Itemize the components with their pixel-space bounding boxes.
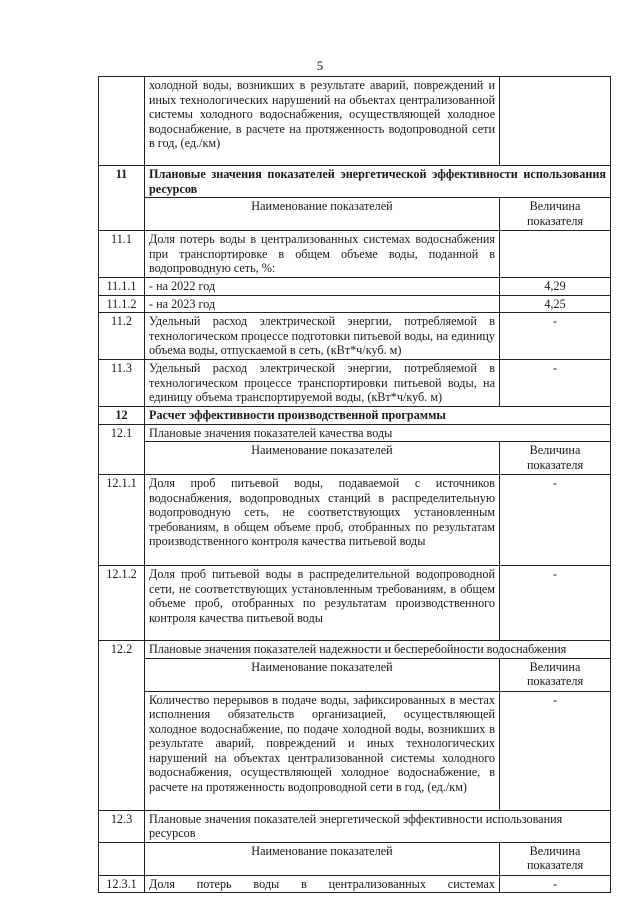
indicators-table: [98, 76, 611, 893]
row-number: 11.1: [99, 231, 145, 278]
header-name: Наименование показателей: [145, 442, 500, 475]
section-number: 12: [99, 407, 145, 425]
row-text: Доля проб питьевой воды, подаваемой с источников водоснабжения, водопроводных станций в распределительную водопроводную сеть, не соответствующих установленным требованиям, в общем объеме проб, отобранных по результатам производственного контроля качества питьевой воды: [145, 475, 500, 566]
section-12-row: [99, 407, 611, 425]
page-number: 5: [316, 58, 324, 73]
section-11-row: [99, 166, 611, 198]
row-value: -: [500, 691, 611, 810]
header-value: Величина показателя: [500, 198, 611, 231]
row-text: Удельный расход электрической энергии, потребляемой в технологическом процессе транспортировки питьевой воды, на единицу объема транспортируемой воды, (кВт*ч/куб. м): [145, 360, 500, 407]
table-row: [99, 231, 611, 278]
row-number: 11.1.1: [99, 278, 145, 296]
row-number: 11.1.2: [99, 295, 145, 313]
subsection-number: 12.1: [99, 424, 145, 475]
row-value: -: [500, 360, 611, 407]
header-name: Наименование показателей: [145, 658, 500, 691]
table-row: [99, 475, 611, 566]
row-value: -: [500, 566, 611, 641]
table-row: [99, 691, 611, 810]
header-value: Величина показателя: [500, 658, 611, 691]
row-text: Доля проб питьевой воды в распределительной водопроводной сети, не соответствующих установленным требованиям, в общем объеме проб, отобранных по результатам производственного контроля качества питьевой воды: [145, 566, 500, 641]
subsection-number: 12.3: [99, 810, 145, 842]
table-row: [99, 360, 611, 407]
section-number: 11: [99, 166, 145, 231]
table-row: [99, 313, 611, 360]
row-value: [500, 231, 611, 278]
subsection-title: Плановые значения показателей энергетической эффективности использования ресурсов: [145, 810, 611, 842]
subsection-number: 12.2: [99, 641, 145, 811]
table-row: [99, 566, 611, 641]
subsection-row: [99, 810, 611, 842]
row-number: 11.3: [99, 360, 145, 407]
row-value: -: [500, 875, 611, 893]
row-text: Доля потерь воды в централизованных системах водоснабжения при транспортировке в общем объеме воды, поданной в водопроводную сеть, %:: [145, 231, 500, 278]
subsection-title: Плановые значения показателей качества воды: [145, 424, 611, 442]
row-text: Количество перерывов в подаче воды, зафиксированных в местах исполнения обязательств организацией, осуществляющей холодное водоснабжение, по подаче холодной воды, возникших в результате аварий, повреждений и иных технологических нарушений на объектах централизованной системы холодного водоснабжения, осуществляющей холодное водоснабжение, в расчете на протяженность водопроводной сети в год, (ед./км): [145, 691, 500, 810]
header-value: Величина показателя: [500, 842, 611, 875]
row-text: - на 2023 год: [145, 295, 500, 313]
table-row: [99, 77, 611, 166]
row-number: 12.3.1: [99, 875, 145, 893]
table-row: [99, 875, 611, 893]
section-title: Плановые значения показателей энергетической эффективности использования ресурсов: [145, 166, 611, 198]
header-name: Наименование показателей: [145, 198, 500, 231]
table-header-row: [99, 198, 611, 231]
subsection-title: Плановые значения показателей надежности и бесперебойности водоснабжения: [145, 641, 611, 659]
row-number: 12.1.2: [99, 566, 145, 641]
row-value: -: [500, 313, 611, 360]
table-row: [99, 295, 611, 313]
header-name: Наименование показателей: [145, 842, 500, 875]
row-number: 12.1.1: [99, 475, 145, 566]
row-text: - на 2022 год: [145, 278, 500, 296]
subsection-row: [99, 424, 611, 442]
row-value: 4,25: [500, 295, 611, 313]
table-header-row: [99, 842, 611, 875]
row-value: -: [500, 475, 611, 566]
row-text: Удельный расход электрической энергии, потребляемой в технологическом процессе подготовки питьевой воды, на единицу объема воды, отпускаемой в сеть, (кВт*ч/куб. м): [145, 313, 500, 360]
header-value: Величина показателя: [500, 442, 611, 475]
row-number: 11.2: [99, 313, 145, 360]
table-header-row: [99, 442, 611, 475]
table-row: [99, 278, 611, 296]
row-text: Доля потерь воды в централизованных системах: [145, 875, 500, 893]
table-header-row: [99, 658, 611, 691]
subsection-row: [99, 641, 611, 659]
continuation-text: холодной воды, возникших в результате аварий, повреждений и иных технологических нарушений на объектах централизованной системы холодного водоснабжения, осуществляющей холодное водоснабжение, в расчете на протяженность водопроводной сети в год, (ед./км): [145, 77, 500, 166]
section-title: Расчет эффективности производственной программы: [145, 407, 611, 425]
row-value: 4,29: [500, 278, 611, 296]
